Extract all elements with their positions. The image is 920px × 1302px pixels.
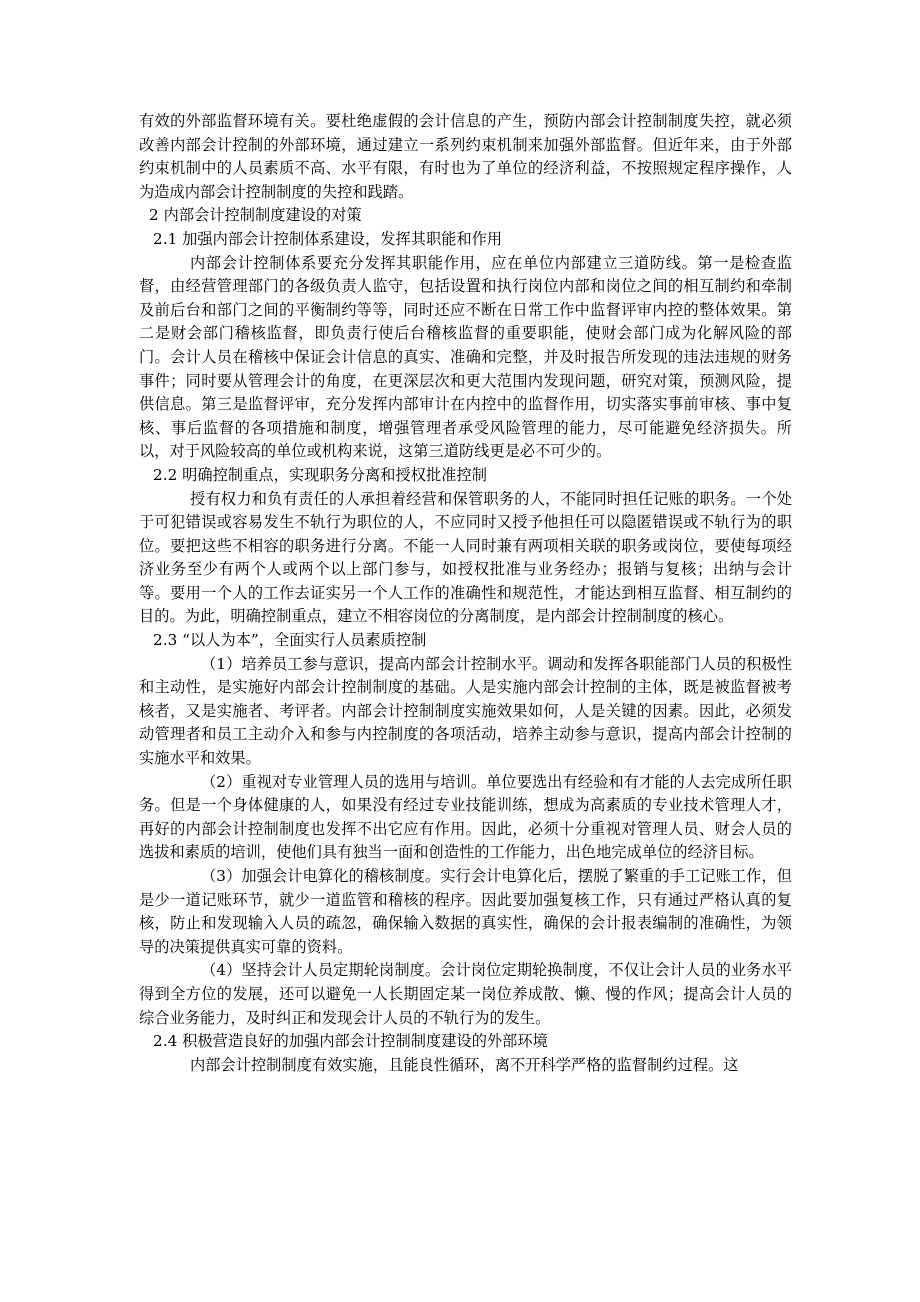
list-paragraph: （4）坚持会计人员定期轮岗制度。会计岗位定期轮换制度，不仅让会计人员的业务水平得到全方位的发展，还可以避免一人长期固定某一岗位养成散、懒、慢的作风；提高会计人员的综合业务能力，及时纠正和发现会计人员的不轨行为的发生。 [139,961,792,1027]
list-paragraph: （3）加强会计电算化的稽核制度。实行会计电算化后，摆脱了繁重的手工记账工作，但是少一道记账环节，就少一道监管和稽核的程序。因此要加强复核工作，只有通过严格认真的复核，防止和发现输入人员的疏忽，确保输入数据的真实性，确保的会计报表编制的准确性，为领导的决策提供真实可靠的资料。 [139,867,792,956]
list-paragraph: （2）重视对专业管理人员的选用与培训。单位要选出有经验和有才能的人去完成所任职务。但是一个身体健康的人，如果没有经过专业技能训练，想成为高素质的专业技术管理人才，再好的内部会计控制制度也发挥不出它应有作用。因此，必须十分重视对管理人员、财会人员的选拔和素质的培训，使他们具有独当一面和创造性的工作能力，出色地完成单位的经济目标。 [139,772,792,862]
body-paragraph: 授有权力和负有责任的人承担着经营和保管职务的人，不能同时担任记账的职务。一个处于可犯错误或容易发生不轨行为职位的人，不应同时又授予他担任可以隐匿错误或不轨行为的职位。要把这些不相容的职务进行分离。不能一人同时兼有两项相关联的职务或岗位，要使每项经济业务至少有两个人或两个以上部门参与，如授权批准与业务经办；报销与复核；出纳与会计等。要用一个人的工作去证实另一个人工作的准确性和规范性，才能达到相互监督、相互制约的目的。为此，明确控制重点，建立不相容岗位的分离制度，是内部会计控制制度的核心。 [139,489,792,626]
document-body [139,110,792,1077]
body-paragraph: 内部会计控制体系要充分发挥其职能作用，应在单位内部建立三道防线。第一是检查监督，由经营管理部门的各级负责人监守，包括设置和执行岗位内部和岗位之间的相互制约和牵制及前后台和部门之间的平衡制约等等，同时还应不断在日常工作中监督评审内控的整体效果。第二是财会部门稽核监督，即负责行使后台稽核监督的重要职能，使财会部门成为化解风险的部门。会计人员在稽核中保证会计信息的真实、准确和完整，并及时报告所发现的违法违规的财务事件；同时要从管理会计的角度，在更深层次和更大范围内发现问题，研究对策，预测风险，提供信息。第三是监督评审，充分发挥内部审计在内控中的监督作用，切实落实事前审核、事中复核、事后监督的各项措施和制度，增强管理者承受风险管理的能力，尽可能避免经济损失。所以，对于风险较高的单位或机构来说，这第三道防线更是必不可少的。 [139,253,792,461]
section-heading: 2 内部会计控制制度建设的对策 [149,206,362,225]
subsection-heading: 2.4 积极营造良好的加强内部会计控制制度建设的外部环境 [153,1032,548,1051]
body-paragraph: 有效的外部监督环境有关。要杜绝虚假的会计信息的产生，预防内部会计控制制度失控，就必须改善内部会计控制的外部环境，通过建立一系列约束机制来加强外部监督。但近年来，由于外部约束机制中的人员素质不高、水平有限，有时也为了单位的经济利益，不按照规定程序操作，人为造成内部会计控制制度的失控和践踏。 [139,112,792,201]
subsection-heading: 2.3 “以人为本”，全面实行人员素质控制 [153,631,427,650]
subsection-heading: 2.1 加强内部会计控制体系建设，发挥其职能和作用 [153,229,503,248]
list-paragraph: （1）培养员工参与意识，提高内部会计控制水平。调动和发挥各职能部门人员的积极性和主动性，是实施好内部会计控制制度的基础。人是实施内部会计控制的主体，既是被监督被考核者，又是实施者、考评者。内部会计控制制度实施效果如何，人是关键的因素。因此，必须发动管理者和员工主动介入和参与内控制度的各项活动，培养主动参与意识，提高内部会计控制的实施水平和效果。 [139,654,792,768]
body-paragraph: 内部会计控制制度有效实施，且能良性循环，离不开科学严格的监督制约过程。这 [190,1055,739,1074]
subsection-heading: 2.2 明确控制重点，实现职务分离和授权批准控制 [153,465,487,484]
